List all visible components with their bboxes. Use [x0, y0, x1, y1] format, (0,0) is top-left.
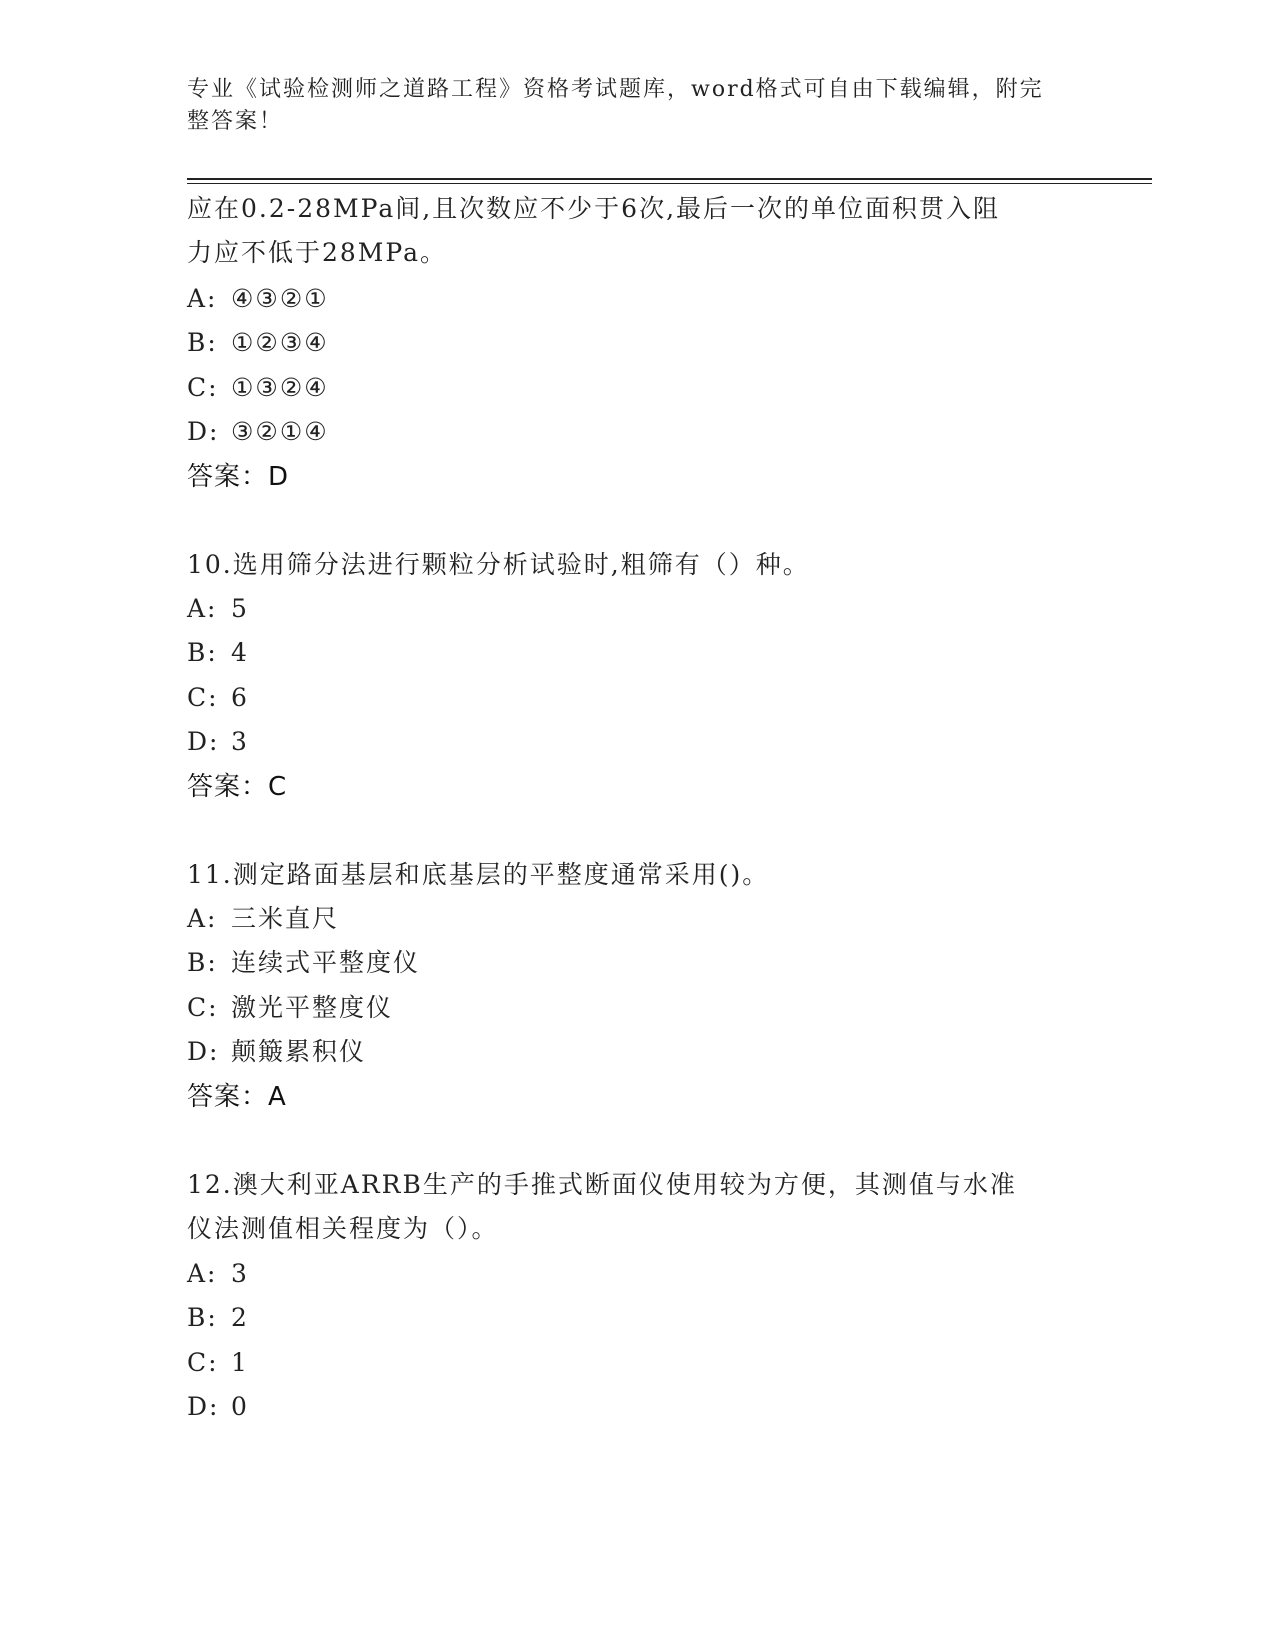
q12-option-a — [187, 1257, 249, 1291]
header-line-2: 整答案！ — [187, 109, 284, 134]
option-value: 激光平整度仪 — [231, 993, 394, 1022]
option-key: B: — [187, 638, 218, 667]
q9-text-line-1: 应在0.2-28MPa间,且次数应不少于6次,最后一次的单位面积贯入阻 — [187, 194, 1001, 223]
q9-text-line-2: 力应不低于28MPa。 — [187, 238, 448, 267]
option-key: C: — [187, 993, 219, 1022]
q11-text-line-1: 11.测定路面基层和底基层的平整度通常采用()。 — [187, 860, 770, 889]
option-value: 颠簸累积仪 — [231, 1037, 367, 1066]
option-value: 1 — [231, 1348, 249, 1377]
document-header — [187, 74, 1067, 138]
q10-option-c — [187, 681, 249, 715]
option-key: A: — [187, 284, 218, 313]
q9-option-b — [187, 326, 329, 360]
option-key: D: — [187, 1037, 220, 1066]
q12-option-b — [187, 1301, 249, 1335]
option-value: 0 — [231, 1392, 249, 1421]
option-key: A: — [187, 1259, 218, 1288]
q9-option-c — [187, 371, 329, 405]
option-value: 三米直尺 — [231, 904, 340, 933]
option-key: B: — [187, 1303, 218, 1332]
header-divider-thick — [187, 178, 1152, 180]
option-key: D: — [187, 727, 220, 756]
option-value: 4 — [231, 638, 249, 667]
q12-option-c — [187, 1346, 249, 1380]
q11-option-b — [187, 946, 420, 980]
option-value: 5 — [231, 594, 249, 623]
option-value: 3 — [231, 1259, 249, 1288]
option-key: A: — [187, 594, 218, 623]
q11-option-d — [187, 1035, 366, 1069]
q11-option-c — [187, 991, 393, 1025]
option-key: D: — [187, 1392, 220, 1421]
option-key: A: — [187, 904, 218, 933]
q12-option-d — [187, 1390, 249, 1424]
q10-answer: 答案：C — [187, 772, 288, 802]
q9-option-d — [187, 415, 329, 449]
option-value: ④③②① — [231, 284, 329, 313]
option-key: D: — [187, 417, 220, 446]
q11-option-a — [187, 902, 339, 936]
option-value: 2 — [231, 1303, 249, 1332]
option-key: B: — [187, 948, 218, 977]
option-value: 连续式平整度仪 — [231, 948, 421, 977]
q9-answer: 答案：D — [187, 462, 290, 492]
header-line-1: 专业《试验检测师之道路工程》资格考试题库，word格式可自由下载编辑，附完 — [187, 77, 1044, 102]
option-key: C: — [187, 373, 219, 402]
option-value: ①③②④ — [231, 373, 329, 402]
option-key: C: — [187, 1348, 219, 1377]
q9-option-a — [187, 282, 329, 316]
q10-text-line-1: 10.选用筛分法进行颗粒分析试验时,粗筛有（）种。 — [187, 550, 810, 579]
q10-option-b — [187, 636, 249, 670]
option-key: C: — [187, 683, 219, 712]
option-value: ①②③④ — [231, 328, 329, 357]
q10-option-d — [187, 725, 249, 759]
option-key: B: — [187, 328, 218, 357]
option-value: 6 — [231, 683, 249, 712]
option-value: 3 — [231, 727, 249, 756]
q12-text-line-2: 仪法测值相关程度为（）。 — [187, 1214, 499, 1243]
q12-text-line-1: 12.澳大利亚ARRB生产的手推式断面仪使用较为方便，其测值与水准 — [187, 1170, 1017, 1199]
header-divider-thin — [187, 183, 1152, 184]
q10-option-a — [187, 592, 249, 626]
q11-answer: 答案：A — [187, 1082, 287, 1112]
option-value: ③②①④ — [231, 417, 329, 446]
